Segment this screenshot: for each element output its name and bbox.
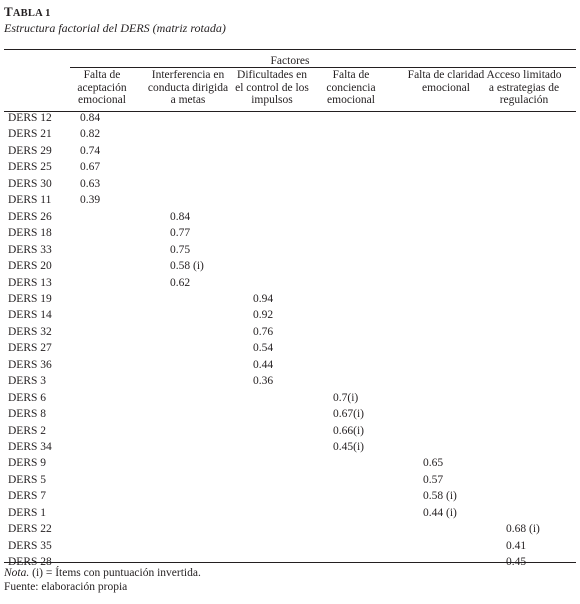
- column-header-5: [401, 69, 491, 94]
- table-row: [0, 192, 580, 208]
- item-label: DERS 22: [8, 523, 52, 536]
- column-header-line: el control de los: [235, 81, 309, 94]
- loading-value: 0.68 (i): [506, 523, 540, 536]
- item-label: DERS 30: [8, 177, 52, 190]
- loading-value: 0.77: [170, 227, 191, 240]
- loading-value: 0.74: [80, 144, 101, 157]
- loading-value: 0.45: [506, 556, 527, 569]
- note-prefix: Nota.: [4, 567, 30, 579]
- item-label: DERS 5: [8, 473, 47, 486]
- column-header-line: Dificultades en: [237, 69, 307, 81]
- table-label-cap: T: [4, 4, 13, 19]
- column-header-line: emocional: [78, 94, 126, 106]
- loading-value: 0.67(i): [333, 408, 364, 421]
- loading-value: 0.65: [423, 457, 444, 470]
- table-row: [0, 357, 580, 373]
- table-row: [0, 275, 580, 291]
- table-row: [0, 439, 580, 455]
- column-header-line: regulación: [499, 94, 549, 106]
- table-row: [0, 143, 580, 159]
- item-label: DERS 11: [8, 194, 52, 207]
- item-label: DERS 8: [8, 408, 47, 421]
- loading-value: 0.44 (i): [423, 506, 457, 519]
- item-label: DERS 36: [8, 358, 52, 371]
- item-label: DERS 26: [8, 210, 52, 223]
- item-label: DERS 1: [8, 506, 47, 519]
- item-label: DERS 27: [8, 342, 52, 355]
- loading-value: 0.41: [506, 539, 527, 552]
- item-label: DERS 34: [8, 441, 52, 453]
- table-row: [0, 423, 580, 439]
- loading-value: 0.45(i): [333, 441, 364, 453]
- loading-value: 0.76: [253, 325, 274, 338]
- table-row: [0, 126, 580, 142]
- table-note: [4, 566, 201, 580]
- loading-value: 0.94: [253, 292, 274, 305]
- column-header-line: impulsos: [251, 94, 293, 106]
- spanner-rule: [70, 67, 576, 68]
- table-row: [0, 406, 580, 422]
- item-label: DERS 13: [8, 276, 52, 289]
- table-row: [0, 521, 580, 537]
- table-row: [0, 159, 580, 175]
- loading-value: 0.36: [253, 375, 274, 388]
- loading-value: 0.7(i): [333, 391, 359, 404]
- column-header-2: [142, 69, 234, 107]
- loading-value: 0.67: [80, 161, 101, 174]
- column-header-line: conducta dirigida: [147, 81, 229, 94]
- item-label: DERS 25: [8, 161, 52, 174]
- bottom-rule: [4, 562, 576, 563]
- item-label: DERS 2: [8, 424, 47, 437]
- column-header-1: [67, 69, 137, 107]
- top-rule: [4, 49, 576, 50]
- table-row: [0, 455, 580, 471]
- table-row: [0, 258, 580, 274]
- loading-value: 0.58 (i): [170, 260, 204, 273]
- item-label: DERS 20: [8, 260, 52, 273]
- column-header-line: emocional: [422, 81, 470, 94]
- loading-value: 0.39: [80, 194, 101, 207]
- item-label: DERS 19: [8, 292, 52, 305]
- table-row: [0, 472, 580, 488]
- table-source: Fuente: elaboración propia: [4, 581, 128, 593]
- loading-value: 0.66(i): [333, 424, 364, 437]
- table-row: [0, 340, 580, 356]
- item-label: DERS 14: [8, 309, 52, 322]
- item-label: DERS 29: [8, 144, 52, 157]
- table-row: [0, 176, 580, 192]
- table-row: [0, 324, 580, 340]
- loading-value: 0.44: [253, 358, 274, 371]
- column-header-line: emocional: [327, 94, 375, 106]
- loading-value: 0.57: [423, 473, 444, 486]
- table-row: [0, 110, 580, 126]
- column-header-6: [483, 69, 565, 107]
- table-label-rest: ABLA 1: [12, 8, 51, 19]
- loading-value: 0.63: [80, 177, 101, 190]
- column-header-line: Interferencia en: [151, 69, 225, 81]
- item-label: DERS 33: [8, 243, 52, 256]
- table-label: [4, 4, 51, 20]
- column-header-3: [227, 69, 317, 107]
- table-caption: Estructura factorial del DERS (matriz rotada): [4, 21, 226, 35]
- loading-value: 0.58 (i): [423, 490, 457, 503]
- column-header-4: [318, 69, 384, 107]
- column-header-line: Falta de: [332, 69, 370, 81]
- column-header-line: a estrategias de: [488, 81, 560, 94]
- table-row: [0, 390, 580, 406]
- column-header-line: a metas: [170, 94, 206, 106]
- table-row: [0, 373, 580, 389]
- item-label: DERS 21: [8, 128, 52, 141]
- loading-value: 0.62: [170, 276, 191, 289]
- item-label: DERS 18: [8, 227, 52, 240]
- table-row: [0, 307, 580, 323]
- column-header-line: Falta de: [83, 69, 121, 81]
- loading-value: 0.84: [170, 210, 191, 223]
- loading-value: 0.92: [253, 309, 274, 322]
- loading-value: 0.84: [80, 112, 101, 124]
- table-row: [0, 505, 580, 521]
- item-label: DERS 12: [8, 112, 52, 124]
- item-label: DERS 28: [8, 556, 52, 569]
- column-header-line: Acceso limitado: [486, 69, 562, 81]
- table-row: [0, 225, 580, 241]
- column-header-line: aceptación: [77, 81, 127, 94]
- factors-spanner: Factores: [270, 55, 310, 67]
- item-label: DERS 6: [8, 391, 47, 404]
- table-row: [0, 488, 580, 504]
- table-row: [0, 291, 580, 307]
- column-header-line: Falta de claridad: [407, 69, 485, 81]
- table-row: [0, 242, 580, 258]
- loading-value: 0.82: [80, 128, 101, 141]
- note-text: (i) = Ítems con puntuación invertida.: [29, 567, 201, 579]
- item-label: DERS 35: [8, 539, 52, 552]
- item-label: DERS 3: [8, 375, 47, 388]
- table-row: [0, 538, 580, 554]
- column-header-line: conciencia: [326, 81, 376, 94]
- item-label: DERS 9: [8, 457, 47, 470]
- item-label: DERS 32: [8, 325, 52, 338]
- loading-value: 0.75: [170, 243, 191, 256]
- item-label: DERS 7: [8, 490, 47, 503]
- loading-value: 0.54: [253, 342, 274, 355]
- table-row: [0, 209, 580, 225]
